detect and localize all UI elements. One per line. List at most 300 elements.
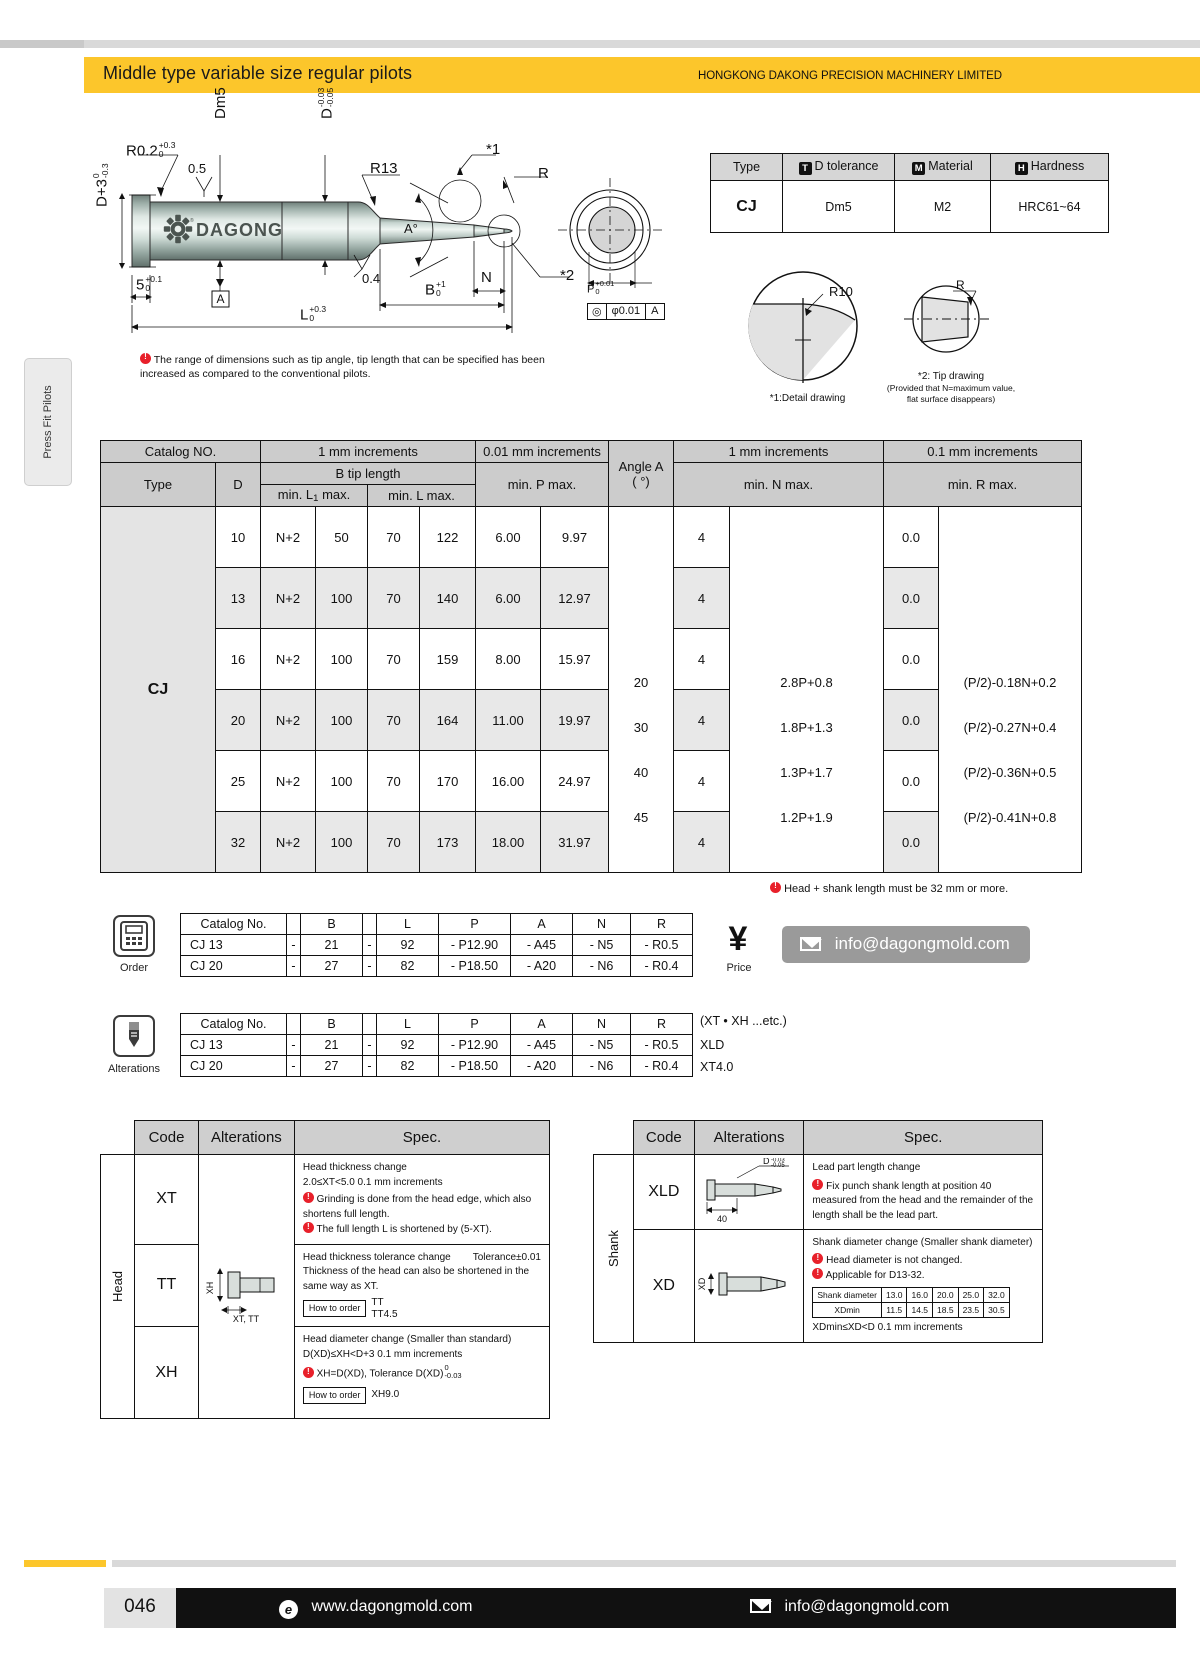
main-table-body [101,507,1082,873]
cell-order-a: - A45 [511,935,573,956]
cell-type-cj: CJ [101,507,216,873]
cell-alt-b: 21 [301,1035,363,1056]
cell-r-min: 0.0 [884,629,939,690]
dim-roughness-04: 0.4 [362,271,381,286]
th-shank-code: Code [633,1121,694,1155]
dash: - [363,935,377,956]
cell-order-r: - R0.5 [631,935,693,956]
alterations-suffix-title: (XT • XH ...etc.) [700,1014,787,1028]
envelope-icon [750,1599,771,1613]
type-specification-table [710,153,1109,233]
th-01mm-increments: 0.1 mm increments [884,441,1082,463]
spec-lead-part-length-change [804,1155,1043,1230]
spec-footer: XDmin≤XD<D 0.1 mm increments [812,1322,963,1334]
th-l-minmax: min. L max. [368,485,476,507]
th-r-minmax: min. R max. [884,463,1082,507]
svg-text:D: D [763,1157,770,1166]
th-b-tip-length: B tip length [261,463,476,485]
table-row [101,568,1082,629]
dim-d-tolerance: D-0.03 -0.05 [316,87,336,119]
head-spec-row-xh [101,1327,550,1419]
cell-l1-min: N+2 [261,507,316,568]
cell-p-min: 11.00 [476,690,541,751]
dim-n: N [481,269,492,286]
cell-type: CJ [711,181,783,233]
shank-xd-drawing [694,1230,804,1343]
cell-l-max: 140 [420,568,476,629]
cell-l1-max: 100 [316,751,368,812]
cell-d: 20 [216,690,261,751]
cell-n-min: 4 [674,690,730,751]
price-label: Price [726,962,752,974]
email-contact-pill[interactable] [782,926,1030,963]
drawing-note-text: The range of dimensions such as tip angle, tip length that can be specified has been increased as compared to the conventional pilots. [140,354,545,381]
cell-l-min: 70 [368,629,420,690]
order-label: Order [119,962,149,974]
warning-icon [812,1253,823,1264]
cell-alt-l: 92 [377,1035,439,1056]
th-order-b: B [301,914,363,935]
dash-spacer [287,914,301,935]
cell-shank-d: 20.0 [933,1287,959,1302]
code-xt: XT [135,1155,199,1245]
price-icon [718,918,758,965]
alterations-icon [113,1015,155,1057]
head-dimension-sketch [202,1246,290,1324]
footer-website-text: www.dagongmold.com [311,1598,473,1615]
badge-t-icon: T [799,162,812,175]
th-n-minmax: min. N max. [674,463,884,507]
header-band-left-gap [0,57,84,93]
warning-icon [812,1179,823,1190]
svg-text:®: ® [190,218,194,224]
cell-hardness: HRC61~64 [991,181,1109,233]
head-alterations-table [100,1120,550,1419]
cell-r-min: 0.0 [884,507,939,568]
drawing-note [140,353,580,381]
dash-spacer [363,1014,377,1035]
cell-xdmin: 23.5 [958,1302,984,1317]
spec-bullet: ! XH=D(XD), Tolerance D(XD)0 -0.03 [303,1364,541,1382]
page-number: 046 [124,1596,156,1617]
alterations-suffix-xld: XLD [700,1038,725,1052]
th-d-tolerance: T D tolerance [783,154,895,181]
cell-order-r: - R0.4 [631,956,693,977]
th-alt-n: N [573,1014,631,1035]
warning-icon [303,1192,314,1203]
head-spec-row-tt [101,1244,550,1327]
cell-l-min: 70 [368,751,420,812]
svg-text:¥: ¥ [728,920,748,958]
xd-table-row-xdmin [813,1302,1009,1317]
cell-l-max: 173 [420,812,476,873]
alterations-table [180,1013,693,1077]
th-material: M Material [895,154,991,181]
cell-n-min: 4 [674,507,730,568]
shank-spec-row-xd [594,1230,1043,1343]
spec-line: 2.0≤XT<5.0 0.1 mm increments [302,1176,443,1188]
th-hardness: H Hardness [991,154,1109,181]
th-alt-catalog: Catalog No. [181,1014,287,1035]
cell-r-min: 0.0 [884,751,939,812]
type-table-row [711,181,1109,233]
shank-rail-header [594,1121,634,1155]
n-formula: 1.8P+1.3 [780,720,833,736]
cell-xdmin: 11.5 [881,1302,907,1317]
spec-bullet: ! Applicable for D13-32. [812,1268,1034,1284]
cell-p-max: 9.97 [541,507,609,568]
th-1mm-increments-b: 1 mm increments [261,441,476,463]
table-row [101,507,1082,568]
cell-n-min: 4 [674,812,730,873]
order-table-header-row [181,914,693,935]
cell-order-catalog: CJ 20 [181,956,287,977]
th-angle-a [609,441,674,507]
th-head-spec: Spec. [294,1121,549,1155]
th-head-alterations: Alterations [198,1121,294,1155]
cell-d: 13 [216,568,261,629]
dim-p: P+0.01 0 [587,279,615,296]
angle-value: 20 [633,675,649,691]
how-to-order-badge: How to order [303,1387,367,1404]
dim-5: 5+0.1 0 [136,274,163,294]
spec-head-diameter-change [294,1327,549,1419]
warning-icon [812,1268,823,1279]
cell-p-min: 18.00 [476,812,541,873]
cell-p-max: 12.97 [541,568,609,629]
alterations-suffix-xt: XT4.0 [700,1060,734,1074]
dim-d-plus-3: D+30 -0.3 [91,163,111,207]
spec-tolerance: Tolerance±0.01 [472,1251,541,1263]
th-order-catalog: Catalog No. [181,914,287,935]
badge-h-icon: H [1015,162,1028,175]
cell-l-max: 122 [420,507,476,568]
cell-alt-catalog: CJ 20 [181,1056,287,1077]
cell-r-min: 0.0 [884,812,939,873]
cell-p-max: 19.97 [541,690,609,751]
dim-r-tip: R [538,165,549,182]
r-formula: (P/2)-0.36N+0.5 [963,765,1057,781]
dash-spacer [287,1014,301,1035]
cell-r-max-spacer-top [939,507,1082,629]
shank-spec-row-xld [594,1155,1043,1230]
dash: - [287,1035,301,1056]
cell-l1-min: N+2 [261,812,316,873]
gdt-datum: A [651,305,659,317]
shank-spec-header-row [594,1121,1043,1155]
svg-text:A: A [216,292,225,306]
xd-table-row-shank-diameter [813,1287,1009,1302]
main-table-sub-header-row-1 [101,463,1082,485]
footer-email[interactable] [750,1598,949,1616]
th-order-p: P [439,914,511,935]
dash-spacer [363,914,377,935]
th-order-n: N [573,914,631,935]
cell-l-max: 164 [420,690,476,751]
dim-angle-a: A° [404,221,418,236]
shank-xld-drawing [694,1155,804,1230]
dim-b: B+1 0 [425,279,446,299]
cell-d-tolerance: Dm5 [783,181,895,233]
angle-value: 40 [633,765,649,781]
detail-1-caption: *1:Detail drawing [769,393,846,404]
dim-star-2: *2 [560,267,575,284]
cell-d: 16 [216,629,261,690]
concentricity-icon: ◎ [588,304,607,319]
cell-xdmin-label: XDmin [813,1302,882,1317]
head-rail-header [101,1121,135,1155]
detail-1-drawing [745,268,870,386]
cell-material: M2 [895,181,991,233]
th-order-l: L [377,914,439,935]
cell-shank-d: 16.0 [907,1287,933,1302]
order-example: TT4.5 [371,1308,398,1320]
cell-p-max: 31.97 [541,812,609,873]
head-spec-row-xt [101,1155,550,1245]
svg-text:40: 40 [717,1213,728,1224]
svg-text:XT, TT: XT, TT [233,1314,260,1324]
cell-shank-d: 13.0 [881,1287,907,1302]
cell-order-l: 82 [377,956,439,977]
xd-min-table [812,1287,1009,1319]
cell-n-max-spacer-top [730,507,884,629]
footer-rule-gray [112,1560,1176,1567]
th-d-col: D [216,463,261,507]
detail-2-radius-label: R [956,278,965,292]
cell-p-max: 24.97 [541,751,609,812]
dash: - [287,1056,301,1077]
head-spec-header-row [101,1121,550,1155]
svg-text:XD: XD [697,1278,708,1291]
badge-m-icon: M [912,162,925,175]
footer-rule-yellow [24,1560,106,1567]
n-formula: 1.2P+1.9 [780,810,833,826]
spec-head-thickness-change [294,1155,549,1245]
detail-2-caption [876,370,1026,404]
dash: - [363,956,377,977]
cell-xdmin: 14.5 [907,1302,933,1317]
head-rail-label: Head [101,1155,135,1419]
angle-value: 45 [633,810,649,826]
cell-l1-min: N+2 [261,629,316,690]
th-alt-r: R [631,1014,693,1035]
email-address: info@dagongmold.com [834,934,1010,953]
cell-l1-min: N+2 [261,751,316,812]
warning-icon [140,353,151,364]
page-title: Middle type variable size regular pilots [103,63,413,83]
cell-l-min: 70 [368,690,420,751]
cell-order-a: - A20 [511,956,573,977]
cell-d: 25 [216,751,261,812]
top-divider-bar [0,40,1200,48]
cell-alt-l: 82 [377,1056,439,1077]
side-tab-press-fit-pilots[interactable] [24,358,72,486]
cell-r-min: 0.0 [884,690,939,751]
spec-bullet: ! Head diameter is not changed. [812,1253,1034,1269]
svg-text:DAGONG: DAGONG [196,220,283,240]
spec-title: Head thickness tolerance change [302,1251,451,1263]
shank-alterations-table [593,1120,1043,1343]
alterations-label: Alterations [108,1063,160,1075]
warning-icon [303,1367,314,1378]
th-alt-p: P [439,1014,511,1035]
cell-alt-a: - A45 [511,1035,573,1056]
r-formula: (P/2)-0.18N+0.2 [963,675,1057,691]
spec-line: Thickness of the head can also be shortened in the same way as XT. [302,1266,530,1292]
cell-shank-diameter-label: Shank diameter [813,1287,882,1302]
th-l1-minmax: min. $L_1$ max. [261,485,368,507]
table-row [101,812,1082,873]
svg-text:-0.05: -0.05 [771,1162,785,1169]
table-row [101,629,1082,690]
dim-l: L+0.3 0 [300,304,327,324]
dim-dm5: Dm5 [212,87,229,119]
detail-2-caption-title: *2: Tip drawing [917,371,985,382]
alterations-table-row [181,1035,693,1056]
code-xld: XLD [633,1155,694,1230]
th-p-minmax: min. P max. [476,463,609,507]
cell-p-min: 6.00 [476,507,541,568]
order-example: TT [371,1297,384,1308]
code-tt: TT [135,1244,199,1327]
spec-bullet: ! Grinding is done from the head edge, which also shortens full length. [303,1192,541,1222]
code-xh: XH [135,1327,199,1419]
footer-email-text: info@dagongmold.com [784,1598,950,1615]
warning-icon [303,1222,314,1233]
th-1mm-increments-n: 1 mm increments [674,441,884,463]
spec-title: Head diameter change (Smaller than standard) [302,1334,512,1345]
cell-alt-p: - P18.50 [439,1056,511,1077]
n-formula: 1.3P+1.7 [780,765,833,781]
cell-alt-p: - P12.90 [439,1035,511,1056]
head-alteration-drawing [198,1155,294,1419]
th-angle-a-text: Angle A [618,458,664,474]
cell-l1-max: 50 [316,507,368,568]
main-table-group-header-row [101,441,1082,463]
cell-l1-max: 100 [316,629,368,690]
gdt-frame [587,303,665,320]
th-catalog-no: Catalog NO. [101,441,261,463]
table-row [101,690,1082,751]
side-tab-label: Press Fit Pilots [42,385,54,459]
cell-xdmin: 30.5 [984,1302,1010,1317]
detail-2-caption-sub: (Provided that N=maximum value, flat surface disappears) [886,383,1016,404]
th-type-col: Type [101,463,216,507]
cell-order-b: 27 [301,956,363,977]
dash: - [363,1056,377,1077]
cell-order-p: - P12.90 [439,935,511,956]
cell-shank-d: 32.0 [984,1287,1010,1302]
dim-r13: R13 [370,160,398,177]
top-divider-accent [0,40,84,48]
cell-alt-r: - R0.5 [631,1035,693,1056]
cell-alt-r: - R0.4 [631,1056,693,1077]
order-icon [113,915,155,957]
xd-dimension-sketch [697,1231,801,1337]
cell-l1-min: N+2 [261,690,316,751]
spec-title: Head thickness change [302,1162,407,1173]
angle-value: 30 [633,720,649,736]
cell-r-max-formulas [939,629,1082,873]
cell-alt-n: - N5 [573,1035,631,1056]
shank-rail-label: Shank [594,1155,634,1343]
cell-p-min: 6.00 [476,568,541,629]
main-dimension-table [100,440,1082,873]
cell-angle-spacer-top [609,507,674,629]
envelope-icon [800,937,821,951]
cell-n-max-formulas [730,629,884,873]
th-shank-alterations: Alterations [694,1121,804,1155]
cell-alt-catalog: CJ 13 [181,1035,287,1056]
cell-shank-d: 25.0 [958,1287,984,1302]
cell-n-min: 4 [674,568,730,629]
dash: - [363,1035,377,1056]
th-shank-spec: Spec. [804,1121,1043,1155]
cell-n-min: 4 [674,629,730,690]
th-alt-l: L [377,1014,439,1035]
cell-d: 10 [216,507,261,568]
cell-l-min: 70 [368,507,420,568]
cell-r-min: 0.0 [884,568,939,629]
cell-p-min: 8.00 [476,629,541,690]
code-xd: XD [633,1230,694,1343]
svg-text:-0.03: -0.03 [771,1157,785,1163]
cell-l-min: 70 [368,568,420,629]
order-table [180,913,693,977]
spec-head-thickness-tolerance [294,1244,549,1327]
spec-line: D(XD)≤XH<D+3 0.1 mm increments [302,1348,463,1360]
order-example: XH9.0 [371,1389,400,1401]
dash: - [287,956,301,977]
cell-xdmin: 18.5 [933,1302,959,1317]
th-order-r: R [631,914,693,935]
web-icon: e [279,1600,298,1619]
gdt-value: φ0.01 [607,304,647,319]
dim-r02: R0.2+0.3 0 [126,140,176,160]
spec-bullet: ! Fix punch shank length at position 40 measured from the head and the remainder of the length shall be the lead part. [812,1179,1034,1224]
cell-alt-b: 27 [301,1056,363,1077]
th-type: Type [711,154,783,181]
main-table-note-text: Head + shank length must be 32 mm or more. [784,883,1009,895]
cell-l-min: 70 [368,812,420,873]
alterations-table-row [181,1056,693,1077]
cell-l1-max: 100 [316,568,368,629]
th-alt-b: B [301,1014,363,1035]
cell-order-catalog: CJ 13 [181,935,287,956]
footer-website[interactable] [279,1598,472,1619]
cell-l1-max: 100 [316,690,368,751]
th-angle-a-unit: ( °) [632,473,650,489]
cell-order-l: 92 [377,935,439,956]
cell-n-min: 4 [674,751,730,812]
dim-roughness-05: 0.5 [188,161,207,176]
how-to-order-badge: How to order [303,1300,367,1317]
order-table-row [181,935,693,956]
xld-dimension-sketch [697,1158,801,1224]
spec-bullet: ! The full length L is shortened by (5-XT). [303,1222,541,1238]
th-order-a: A [511,914,573,935]
r-formula: (P/2)-0.27N+0.4 [963,720,1057,736]
cell-alt-a: - A20 [511,1056,573,1077]
company-name: HONGKONG DAKONG PRECISION MACHINERY LIMITED [698,70,1002,82]
th-001mm-increments: 0.01 mm increments [476,441,609,463]
cell-order-b: 21 [301,935,363,956]
dash: - [287,935,301,956]
cell-order-p: - P18.50 [439,956,511,977]
alterations-table-header-row [181,1014,693,1035]
th-head-code: Code [135,1121,199,1155]
product-technical-drawing [91,87,690,365]
